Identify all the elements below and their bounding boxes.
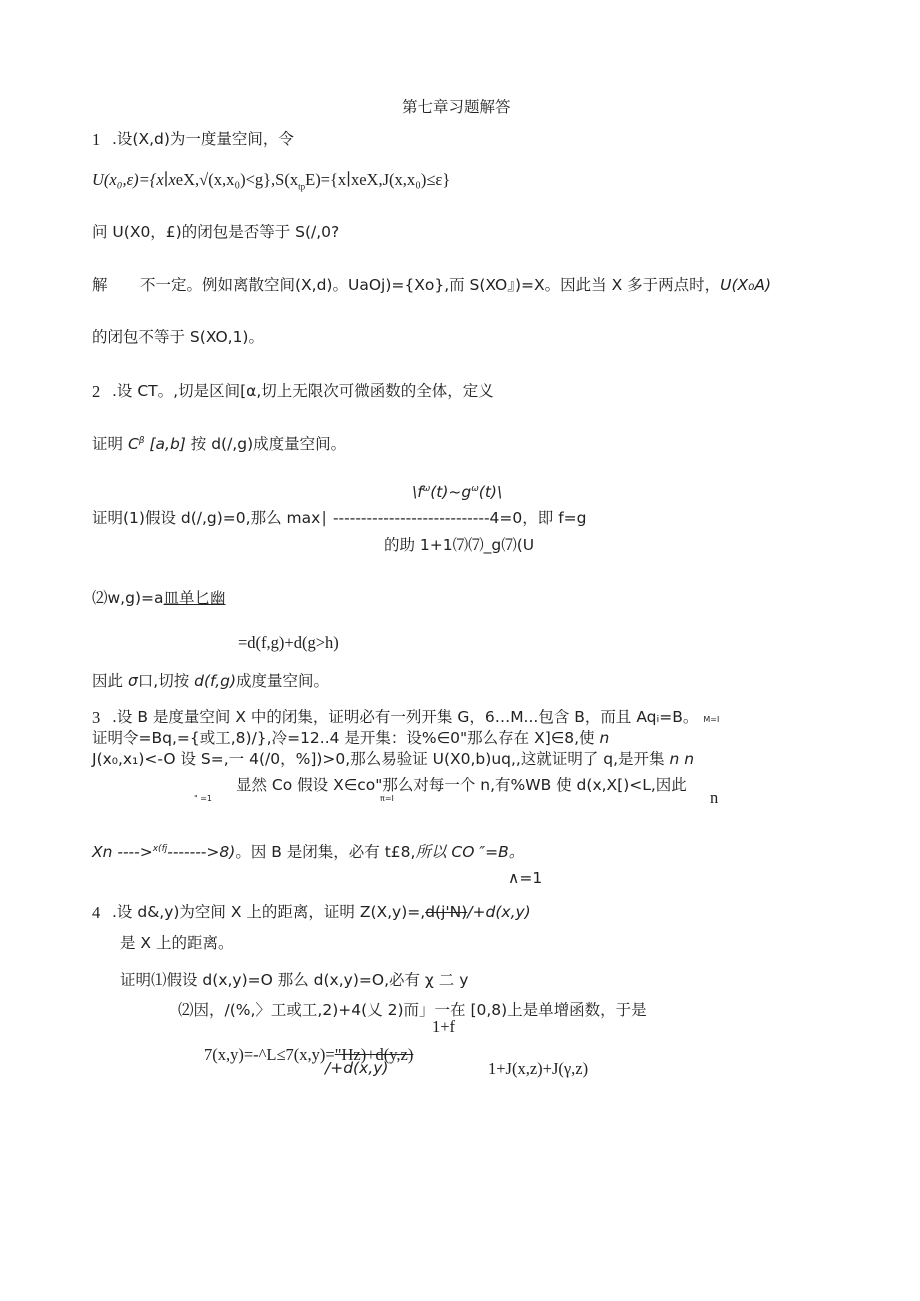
problem-2-fraction-denominator: 的助 1+1⑺⑺_g⑺(U (384, 536, 535, 554)
numerator-part-c: (t)\ (478, 483, 503, 502)
numerator-part-b: (t)~g (430, 483, 472, 502)
conclusion-symbol: σ (127, 672, 138, 690)
problem-3-proof-line-4 (92, 845, 524, 861)
problem-1-statement: .设(X,d)为一度量空间，令 (112, 130, 294, 148)
problem-3-proof-line-2 (92, 752, 694, 768)
problem-4-statement (112, 905, 531, 921)
solution-text: 不一定。例如离散空间(X,d)。UaOj)={Xo},而 S(XO』)=X。因此当 X 多于两点时， (140, 276, 721, 294)
line-4-text: 。因 B 是闭集，必有 t£8, (235, 843, 416, 862)
line-4-sup: x(fj (152, 844, 168, 854)
claim-interval: [a,b] (149, 435, 186, 454)
problem-3-proof-line-1 (92, 731, 609, 747)
claim-superscript: β (138, 436, 145, 446)
problem-2-statement: .设 CT。,切是区间[α,切上无限次可微函数的全体，定义 (112, 382, 494, 400)
line-4-arrow: ------->8) (167, 843, 236, 862)
problem-2-claim (92, 437, 346, 453)
definition-part-a: U(x₀,ε)={x∣x (92, 170, 176, 189)
claim-text: 按 d(∕,g)成度量空间。 (190, 435, 347, 454)
claim-label: 证明 (92, 435, 124, 454)
equation-struck: "Hz)+d(y,z) (334, 1045, 414, 1064)
step-2-lhs: ⑵w,g)=a (92, 589, 164, 607)
problem-2-proof-step-1: 证明(1)假设 d(∕,g)=0,那么 max∣ ----------------------------4=0，即 f=g (92, 509, 587, 527)
line-1-tail: n (599, 729, 610, 747)
numerator-part-a: \f (412, 483, 423, 502)
problem-3-index-n: n (710, 788, 719, 807)
definition-subscript: tp (298, 181, 306, 192)
problem-1-question: 问 U(X0，£)的闭包是否等于 S(∕,0? (92, 223, 340, 241)
statement-tag: M=I (703, 715, 720, 724)
step-2-underlined: 皿单匕幽 (163, 589, 226, 607)
problem-3-index-tag-1: " =1 (194, 794, 213, 803)
problem-4-fraction-denominator: 1+f (432, 1017, 456, 1036)
numerator-sup-b: ω (471, 484, 479, 494)
problem-4-equation-denominator-2: 1+J(x,z)+J(γ,z) (488, 1059, 589, 1078)
problem-1-definition (92, 172, 450, 191)
problem-1-solution (140, 278, 771, 294)
definition-part-c: E)={x∣xeX,J(x,x₀)≤ε} (305, 170, 451, 189)
problem-4-statement-end: 是 X 上的距离。 (120, 934, 234, 952)
problem-1-solution-label: 解 (92, 276, 108, 294)
problem-2-proof-equation: =d(f,g)+d(g>h) (238, 633, 339, 652)
line-4-sequence: Xn ----> (92, 843, 153, 862)
problem-2-number: 2 (92, 382, 101, 401)
line-4-result: 所以 CO ″=B。 (415, 843, 525, 862)
problem-4-proof-step-2 (178, 1003, 647, 1019)
problem-1-solution-end: 的闭包不等于 S(XO,1)。 (92, 328, 264, 346)
problem-2-fraction-numerator (412, 485, 502, 501)
claim-space: C (127, 435, 139, 454)
statement-struck: d(j'N) (425, 903, 468, 921)
step-2-interval: [0,8)上是单增函数，于是 (470, 1001, 647, 1019)
problem-4-equation-denominator: /+d(x,y) (325, 1059, 389, 1077)
conclusion-part-e: 成度量空间。 (236, 672, 330, 690)
problem-3-statement (112, 710, 719, 726)
numerator-sup-a: ω (422, 484, 431, 494)
definition-part-b: eX,√(x,x₀)<g},S(x (175, 170, 299, 189)
statement-text: .设 B 是度量空间 X 中的闭集，证明必有一列开集 G，6…M...包含 B，而且 Aqᵢ=B。 (112, 708, 699, 726)
problem-3-index-sub: ∧=1 (508, 869, 543, 887)
problem-1-number: 1 (92, 130, 101, 149)
line-2-tail: n n (669, 750, 695, 768)
problem-2-proof-step-2 (92, 591, 226, 607)
line-2-text: J(x₀,x₁)<-O 设 S=,一 4(∕0，%])>0,那么易验证 U(X0,b)uq,,这就证明了 q,是开集 (92, 750, 665, 768)
problem-4-number: 4 (92, 903, 101, 922)
statement-denominator: /+d(x,y) (467, 903, 531, 921)
problem-4-proof-step-1: 证明⑴假设 d(x,y)=O 那么 d(x,y)=O,必有 χ 二 y (120, 971, 469, 989)
problem-2-conclusion (92, 674, 329, 690)
page-title: 第七章习题解答 (402, 98, 511, 116)
equation-lhs: 7(x,y)=-^L≤7(x,y)= (204, 1045, 335, 1064)
problem-3-index-tag-2: π=I (380, 794, 394, 803)
conclusion-metric: d(f,g) (194, 672, 237, 690)
conclusion-part-c: 口,切按 (137, 672, 190, 690)
statement-text: .设 d&,y)为空间 X 上的距离，证明 Z(X,y)=, (112, 903, 426, 921)
solution-set: U(X₀A) (720, 276, 772, 294)
conclusion-part-a: 因此 (92, 672, 124, 690)
problem-3-proof-line-3: 显然 Co 假设 X∈co"那么对每一个 n,有%WB 使 d(x,X[)<L,因此 (236, 776, 687, 794)
line-1-text: 证明令=Bq,={或工,8)/},冷=12..4 是开集：设%∈0"那么存在 X]∈8,使 (92, 729, 595, 747)
step-2-text: ⑵因，/(%,〉工或工,2)+4(乂 2)而」一在 (178, 1001, 466, 1019)
problem-3-number: 3 (92, 708, 101, 727)
